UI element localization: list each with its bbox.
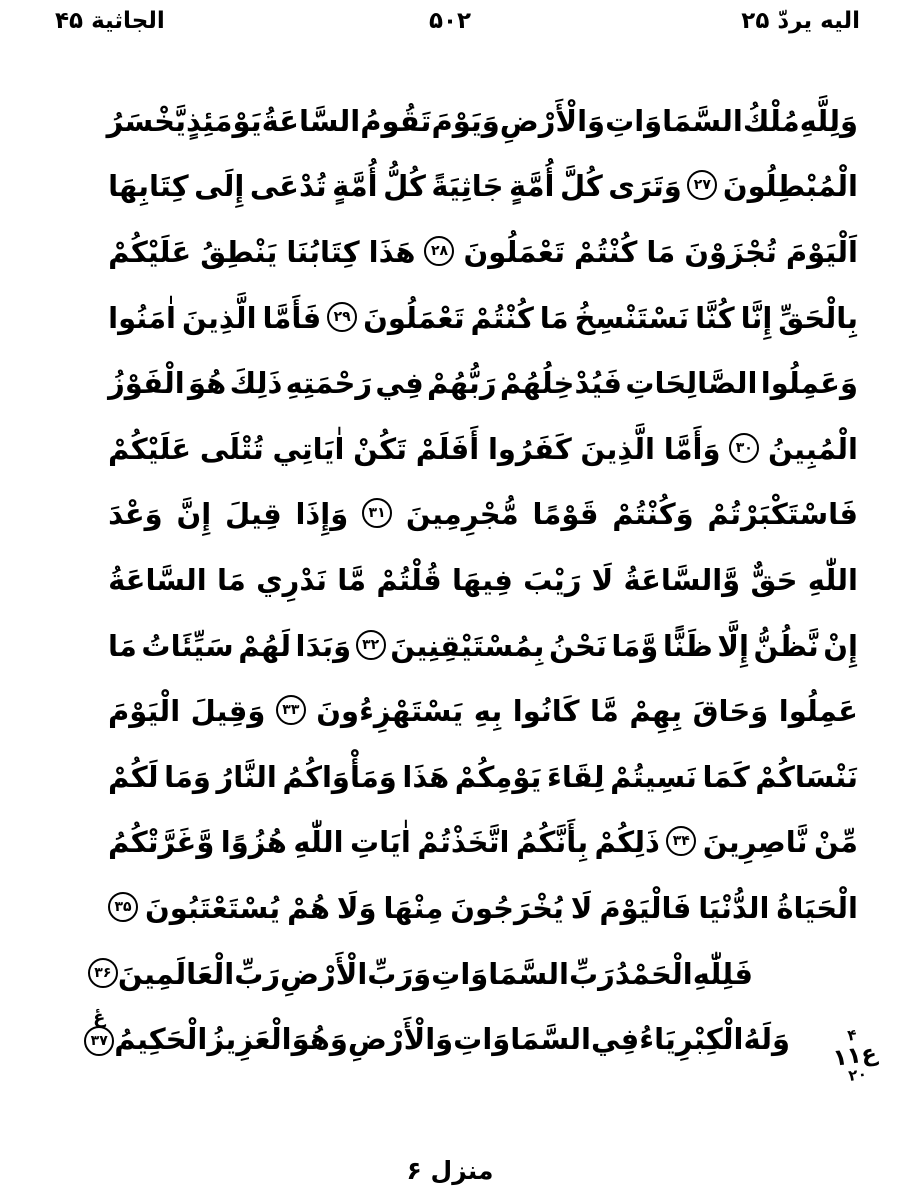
header-surah-name: الجاثية ۴۵	[55, 8, 165, 34]
quran-line	[108, 613, 858, 679]
quran-word: عَمِلُوا	[778, 694, 858, 729]
quran-word: نَحْنُ	[548, 628, 607, 663]
quran-word: مُلْكُ	[742, 103, 800, 138]
quran-word: يُسْتَعْتَبُونَ	[144, 890, 281, 925]
quran-word: وَكُنْتُمْ	[612, 497, 694, 532]
quran-word: لَهُمْ	[238, 628, 291, 663]
quran-word: نَدْرِي	[256, 562, 327, 597]
quran-word: مِّنْ	[813, 825, 858, 860]
ayah-number-badge: ۲۸	[424, 236, 454, 266]
quran-word: قِيلَ	[224, 497, 282, 532]
quran-word: وَّالسَّاعَةُ	[623, 562, 741, 597]
quran-word: كَمَا	[702, 759, 750, 794]
quran-line	[90, 1006, 858, 1072]
quran-word: لَكُمْ	[108, 759, 159, 794]
quran-word: وَعَمِلُوا	[760, 366, 858, 401]
quran-word: وَّمَا	[611, 628, 659, 663]
quran-word: مُّجْرِمِينَ	[405, 497, 519, 532]
quran-word: الَّذِينَ	[181, 300, 257, 335]
quran-word: وَّغَرَّتْكُمُ	[108, 825, 215, 860]
quran-word: الْحَمْدُ	[614, 956, 693, 991]
quran-line	[108, 154, 858, 220]
ayah-number-badge: ۲۹	[327, 302, 357, 332]
quran-word: اللّٰهِ	[293, 825, 344, 860]
header-juz-name: اليه يردّ ۲۵	[741, 8, 860, 34]
quran-word: مَا	[646, 234, 676, 269]
quran-word: تَقُومُ	[360, 103, 432, 138]
ayah-number-badge: ۳۱	[362, 498, 392, 528]
quran-word: ذَلِكُمْ	[594, 825, 660, 860]
quran-word: الْمُبِينُ	[767, 431, 858, 466]
quran-word: وَتَرَى	[608, 169, 682, 204]
quran-line	[108, 547, 858, 613]
quran-word: نَسِيتُمْ	[610, 759, 697, 794]
ayah-number-badge: ۳۶	[88, 958, 118, 988]
quran-word: اَلْيَوْمَ	[785, 234, 858, 269]
quran-word: إِلَى	[194, 169, 245, 204]
quran-word: أُمَّةٍ	[509, 169, 555, 204]
quran-word: نَنْسَاكُمْ	[755, 759, 858, 794]
quran-word: تُجْزَوْنَ	[684, 234, 777, 269]
quran-word: اٰيَاتِ	[350, 825, 411, 860]
quran-word: يَّخْسَرُ	[106, 103, 186, 138]
quran-word: كِتَابِهَا	[108, 169, 189, 204]
quran-word: بِأَنَّكُمُ	[515, 825, 589, 860]
quran-word: يَوْمَئِذٍ	[185, 103, 262, 138]
ruku-end-mark	[84, 1006, 114, 1056]
quran-word: مَا	[216, 562, 246, 597]
quran-word: ذَلِكَ	[229, 366, 283, 401]
quran-word: ظَنًّا	[662, 628, 713, 663]
quran-line	[94, 941, 858, 1007]
quran-word: كُلَّ	[560, 169, 603, 204]
quran-word: وَإِذَا	[295, 497, 349, 532]
quran-word: كِتَابُنَا	[286, 234, 360, 269]
ayah-number-badge: ۳۴	[666, 826, 696, 856]
quran-word: لَا	[591, 562, 614, 597]
quran-word: عَلَيْكُمْ	[108, 431, 192, 466]
quran-word: أَفَلَمْ	[415, 431, 480, 466]
quran-line	[108, 285, 858, 351]
quran-word: تُدْعَى	[249, 169, 327, 204]
quran-word: بِهِ	[473, 694, 503, 729]
header-page-number: ۵۰۲	[428, 8, 472, 34]
quran-word: الْعَالَمِينَ	[117, 956, 235, 991]
quran-word: الْفَوْزُ	[108, 366, 185, 401]
quran-word: الْيَوْمَ	[108, 694, 181, 729]
quran-line	[108, 350, 858, 416]
quran-line	[108, 219, 858, 285]
quran-word: قَوْمًا	[532, 497, 599, 532]
quran-word: وَلَهُ	[743, 1022, 790, 1057]
manzil-label: منزل ۶	[406, 1156, 494, 1185]
quran-word: بِهِمْ	[629, 694, 683, 729]
quran-word: وَحَاقَ	[692, 694, 769, 729]
quran-word: هُزُوًا	[220, 825, 287, 860]
ayah-number-badge: ۳۳	[276, 695, 306, 725]
ruku-margin-marker	[818, 1024, 891, 1088]
quran-word: مَّا	[589, 694, 619, 729]
quran-word: وَلَا	[336, 890, 377, 925]
quran-word: وَيَوْمَ	[431, 103, 500, 138]
quran-word: وَهُوَ	[291, 1022, 348, 1057]
quran-word: مَا	[539, 300, 569, 335]
quran-line	[108, 482, 858, 548]
quran-word: وَمَا	[164, 759, 211, 794]
quran-word: هُمْ	[287, 890, 330, 925]
ayah-number-badge: ۲۷	[687, 170, 717, 200]
quran-word: فَلِلّٰهِ	[692, 956, 753, 991]
quran-line	[108, 416, 858, 482]
quran-word: هُوَ	[187, 366, 227, 401]
quran-word: كُنْتُمْ	[574, 234, 638, 269]
ayah-number-badge: ۳۵	[108, 892, 138, 922]
quran-word: فِي	[590, 1022, 640, 1057]
quran-word: رَيْبَ	[523, 562, 582, 597]
quran-word: اٰمَنُوا	[108, 300, 176, 335]
quran-word: الْمُبْطِلُونَ	[722, 169, 858, 204]
quran-word: وَمَأْوَاكُمُ	[282, 759, 397, 794]
quran-word: كُنَّا	[695, 300, 735, 335]
quran-word: رَبِّ	[568, 956, 615, 991]
quran-word: رَبُّهُمْ	[427, 366, 497, 401]
quran-word: نَّاصِرِينَ	[702, 825, 808, 860]
quran-word: يُخْرَجُونَ	[450, 890, 564, 925]
quran-word: وَلِلَّهِ	[799, 103, 858, 138]
quran-word: السَّمَاوَاتِ	[453, 1022, 591, 1057]
quran-word: فَأَمَّا	[262, 300, 322, 335]
quran-word: فَيُدْخِلُهُمْ	[499, 366, 623, 401]
ayah-number-badge: ۳۷	[84, 1026, 114, 1056]
quran-word: فَاسْتَكْبَرْتُمْ	[707, 497, 858, 532]
quran-word: عَلَيْكُمْ	[108, 234, 192, 269]
quran-word: كُنْتُمْ	[470, 300, 534, 335]
quran-word: يَوْمِكُمْ	[454, 759, 542, 794]
ruku-marker-ain: ع۱۱	[831, 1039, 879, 1072]
quran-word: كَفَرُوا	[487, 431, 572, 466]
quran-word: إِلَّا	[717, 628, 749, 663]
ruku-end-ain-glyph: عٔ	[93, 1006, 106, 1028]
quran-word: وَقِيلَ	[190, 694, 266, 729]
quran-word: مَّا	[337, 562, 367, 597]
quran-word: هَذَا	[368, 234, 416, 269]
quran-word: تَعْمَلُونَ	[463, 234, 565, 269]
quran-line	[108, 88, 858, 154]
quran-word: الْحَيَاةُ	[776, 890, 858, 925]
ruku-marker-surah-count: ۴	[846, 1025, 858, 1045]
quran-word: وَالْأَرْضِ	[347, 1022, 454, 1057]
quran-word: إِنْ	[823, 628, 858, 663]
ayah-number-badge: ۳۰	[729, 433, 759, 463]
quran-word: اتَّخَذْتُمْ	[417, 825, 510, 860]
quran-word: كَانُوا	[512, 694, 580, 729]
quran-word: فِي	[375, 366, 424, 401]
quran-word: إِنَّا	[740, 300, 773, 335]
quran-line	[108, 744, 858, 810]
quran-word: وَالْأَرْضِ	[499, 103, 606, 138]
quran-word: بِمُسْتَيْقِنِينَ	[390, 628, 545, 663]
quran-word: اللّٰهِ	[807, 562, 858, 597]
quran-word: جَاثِيَةً	[431, 169, 504, 204]
quran-word: تَعْمَلُونَ	[363, 300, 465, 335]
quran-word: إِنَّ	[176, 497, 212, 532]
quran-word: وَعْدَ	[108, 497, 163, 532]
quran-word: سَيِّئَاتُ	[141, 628, 234, 663]
quran-word: اٰيَاتِي	[272, 431, 345, 466]
quran-text-block	[90, 88, 858, 1072]
quran-word: نَسْتَنْسِخُ	[574, 300, 690, 335]
quran-line	[108, 810, 858, 876]
quran-word: الصَّالِحَاتِ	[625, 366, 758, 401]
quran-word: كُلُّ	[383, 169, 426, 204]
quran-word: لَا	[570, 890, 593, 925]
quran-word: وَأَمَّا	[663, 431, 721, 466]
quran-word: السَّاعَةُ	[261, 103, 361, 138]
quran-word: يَنْطِقُ	[200, 234, 278, 269]
ruku-marker-juz-count: ۲۰	[847, 1064, 868, 1085]
quran-word: هَذَا	[402, 759, 450, 794]
quran-word: بِالْحَقِّ	[778, 300, 858, 335]
quran-word: النَّارُ	[216, 759, 277, 794]
quran-word: تُتْلَى	[199, 431, 264, 466]
quran-word: يَسْتَهْزِءُونَ	[316, 694, 464, 729]
quran-line	[108, 678, 858, 744]
quran-word: نَّظُنُّ	[753, 628, 819, 663]
quran-word: الْحَكِيمُ	[114, 1022, 208, 1057]
quran-word: رَحْمَتِهِ	[285, 366, 373, 401]
quran-word: السَّاعَةُ	[108, 562, 207, 597]
quran-word: حَقٌّ	[750, 562, 798, 597]
quran-word: مِنْهَا	[383, 890, 444, 925]
quran-word: مَا	[108, 628, 137, 663]
quran-word: رَبِّ	[234, 956, 281, 991]
quran-word: الْعَزِيزُ	[207, 1022, 292, 1057]
quran-word: الْأَرْضِ	[280, 956, 368, 991]
quran-word: الدُّنْيَا	[698, 890, 770, 925]
quran-word: الْكِبْرِيَاءُ	[639, 1022, 744, 1057]
ayah-number-badge: ۳۲	[356, 630, 386, 660]
quran-word: فَالْيَوْمَ	[599, 890, 692, 925]
quran-word: السَّمَاوَاتِ	[431, 956, 569, 991]
quran-word: تَكُنْ	[353, 431, 407, 466]
quran-word: السَّمَاوَاتِ	[605, 103, 743, 138]
quran-word: قُلْتُمْ	[376, 562, 442, 597]
quran-line	[108, 875, 858, 941]
quran-word: فِيهَا	[452, 562, 513, 597]
quran-word: الَّذِينَ	[580, 431, 655, 466]
quran-word: وَبَدَا	[295, 628, 352, 663]
quran-word: لِقَاءَ	[547, 759, 605, 794]
quran-word: وَرَبِّ	[367, 956, 432, 991]
quran-word: أُمَّةٍ	[332, 169, 378, 204]
